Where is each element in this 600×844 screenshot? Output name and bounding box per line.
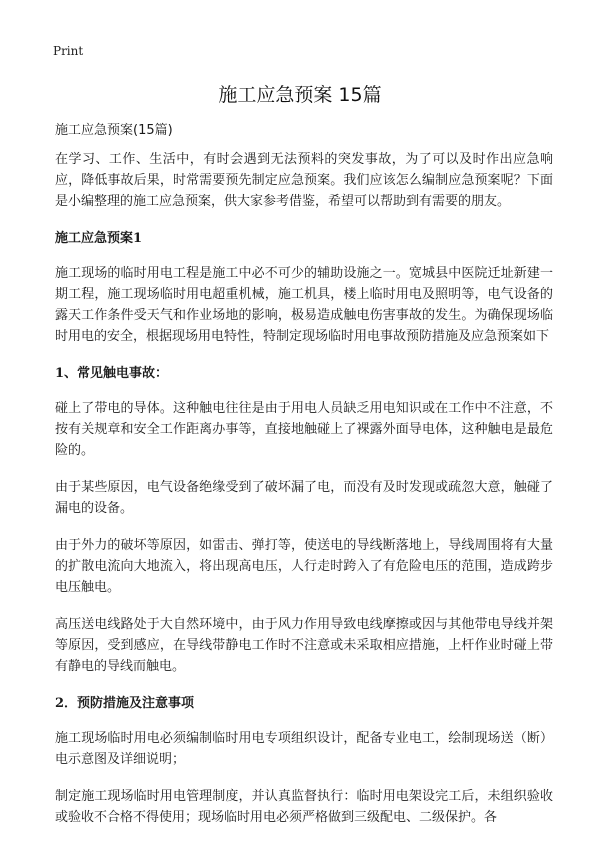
heading-prevention: 2．预防措施及注意事项	[55, 696, 195, 711]
paragraph: 碰上了带电的导体。这种触电往往是由于用电人员缺乏用电知识或在工作中不注意，不按有关规章和安全工作距离办事等，直接地触碰上了裸露外面导电体，这种触电是最危险的。	[55, 401, 553, 458]
paragraph: 施工现场临时用电必须编制临时用电专项组织设计，配备专业电工，绘制现场送（断）电示意图及详细说明；	[55, 731, 553, 767]
paragraph: 由于外力的破坏等原因，如雷击、弹打等，使送电的导线断落地上，导线周围将有大量的扩散电流向大地流入，将出现高电压，人行走时跨入了有危险电压的范围，造成跨步电压触电。	[55, 538, 553, 595]
print-label: Print	[53, 44, 84, 58]
paragraph: 由于某些原因，电气设备绝缘受到了破坏漏了电，而没有及时发现或疏忽大意，触碰了漏电的设备。	[55, 480, 553, 516]
paragraph: 高压送电线路处于大自然环境中，由于风力作用导致电线摩擦或因与其他带电导线并架等原因，受到感应，在导线带静电工作时不注意或未采取相应措施，上杆作业时碰上带有静电的导线而触电。	[55, 617, 553, 674]
section-title: 施工应急预案1	[55, 231, 143, 246]
document-subtitle: 施工应急预案(15篇)	[55, 123, 173, 138]
paragraph: 制定施工现场临时用电管理制度，并认真监督执行：临时用电架设完工后，未组织验收或验收不合格不得使用；现场临时用电必须严格做到三级配电、二级保护。各	[55, 789, 553, 825]
heading-common-accidents: 1、常见触电事故：	[55, 366, 169, 381]
document-title: 施工应急预案 15篇	[218, 84, 382, 106]
document-body	[55, 120, 553, 844]
intro-paragraph: 在学习、工作、生活中，有时会遇到无法预料的突发事故，为了可以及时作出应急响应，降低事故后果，时常需要预先制定应急预案。我们应该怎么编制应急预案呢？下面是小编整理的施工应急预案，供大家参考借鉴，希望可以帮助到有需要的朋友。	[55, 152, 553, 209]
section-paragraph: 施工现场的临时用电工程是施工中必不可少的辅助设施之一。宽城县中医院迁址新建一期工程，施工现场临时用电超重机械，施工机具，楼上临时用电及照明等，电气设备的露天工作条件受天气和作业场地的影响，极易造成触电伤害事故的发生。为确保现场临时用电的安全，根据现场用电特性，特制定现场临时用电事故预防措施及应急预案如下	[55, 266, 553, 344]
